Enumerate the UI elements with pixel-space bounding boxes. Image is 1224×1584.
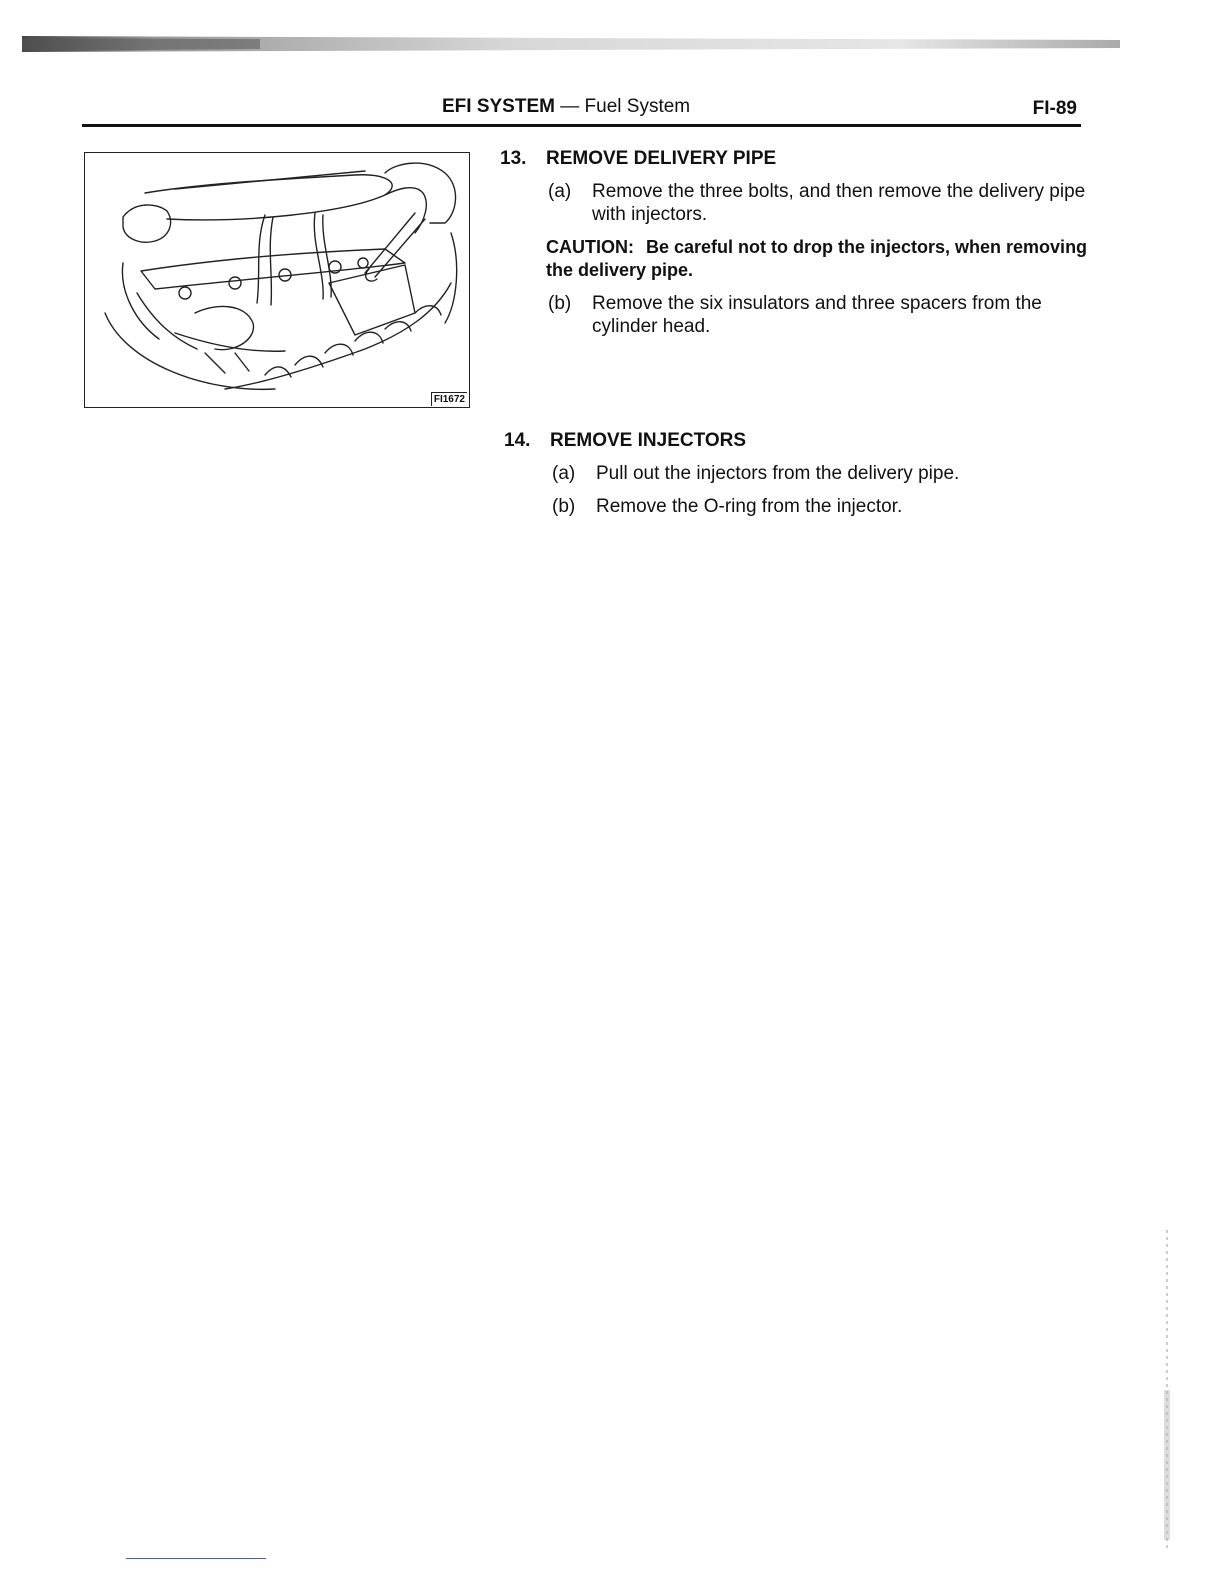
header-title-sub: Fuel System [584,96,691,117]
scan-margin-artifact [1158,1230,1176,1550]
figure-id-label: FI1672 [431,392,467,406]
caution-note [546,236,1100,282]
engine-line-drawing [85,153,470,408]
header-rule [82,124,1081,127]
caution-label: CAUTION: [546,237,634,257]
page-header [82,94,1081,124]
step-13-substep-a [500,180,1100,226]
step-14-substep-b [504,495,1104,518]
step-14-substep-a [504,462,1104,485]
step-14-title: REMOVE INJECTORS [550,430,747,451]
header-title [442,96,690,118]
substep-text: Pull out the injectors from the delivery pipe. [596,463,960,484]
caution-text: Be careful not to drop the injectors, when removing the delivery pipe. [546,237,1088,280]
header-title-main: EFI SYSTEM [442,96,555,117]
scan-artifact-band [0,22,1224,56]
step-13-section [500,148,1100,348]
substep-text: Remove the six insulators and three spacers from the cylinder head. [592,293,1042,337]
substep-label: (b) [552,496,576,517]
step-13-substep-b [500,292,1100,338]
step-13-number: 13. [500,148,527,169]
substep-text: Remove the O-ring from the injector. [596,496,903,517]
substep-text: Remove the three bolts, and then remove the delivery pipe with injectors. [592,181,1086,225]
header-title-dash: — [560,96,580,117]
substep-label: (b) [548,293,572,314]
step-13-title: REMOVE DELIVERY PIPE [546,148,777,169]
substep-label: (a) [548,181,572,202]
page-number: FI-89 [1032,98,1077,119]
footer-rule [126,1558,266,1559]
substep-label: (a) [552,463,576,484]
step-14-heading [504,430,1104,452]
engine-illustration [84,152,470,408]
step-13-heading [500,148,1100,170]
step-14-number: 14. [504,430,531,451]
step-14-section [504,430,1104,528]
